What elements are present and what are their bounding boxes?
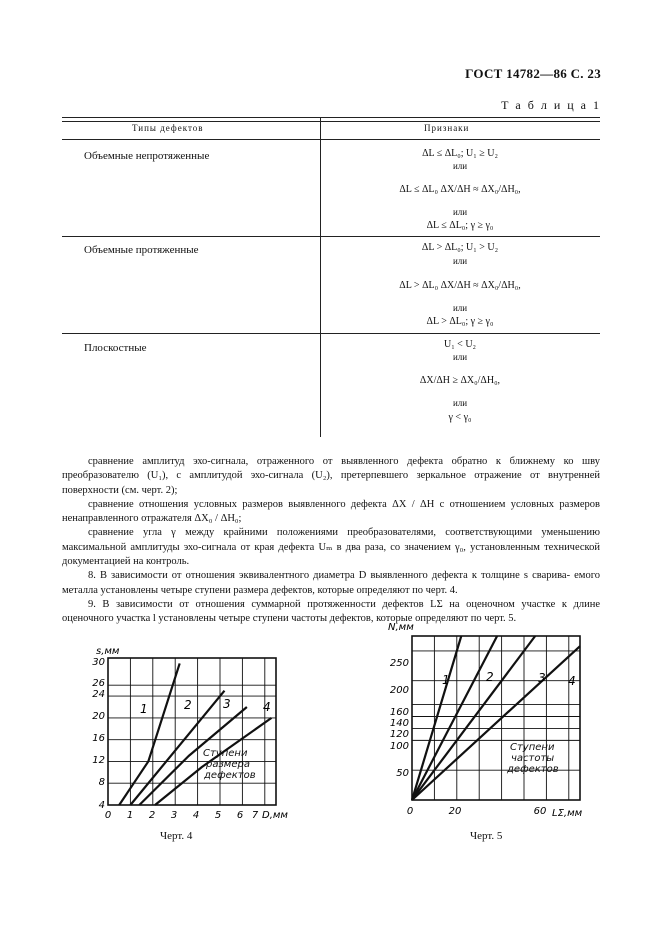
x-tick: 3 xyxy=(170,810,178,821)
sign-line: ΔL ≤ ΔL₀; U₁ ≥ U₂ xyxy=(422,148,498,159)
x-tick: 2 xyxy=(148,810,156,821)
y-tick: 4 xyxy=(98,800,105,811)
x-tick: 4 xyxy=(192,810,200,821)
sign-line: или xyxy=(452,161,468,171)
defect-type: Объемные протяженные xyxy=(84,244,199,256)
paragraph: сравнение отношения условных размеров выявленного дефекта ΔX / ΔH с отношением условных размеров ненаправленного отражателя ΔX₀ / ΔH₀; xyxy=(62,498,600,525)
figure-5-svg xyxy=(380,618,595,828)
table-top-rule-2 xyxy=(62,121,600,122)
y-tick: 16 xyxy=(92,733,105,744)
col-header-signs: Признаки xyxy=(424,123,470,133)
sign-line: или xyxy=(452,207,468,217)
sign-line: ΔL ≤ ΔL₀ ΔX/ΔH ≈ ΔX₀/ΔH₀, xyxy=(399,184,521,195)
sign-line: ΔX/ΔH ≥ ΔX₀/ΔH₀, xyxy=(419,375,501,386)
x-tick: 0 xyxy=(104,810,112,821)
paragraph: сравнение амплитуд эхо-сигнала, отраженного от выявленного дефекта обратно к ближнему ко шву преобразователю (U₁), с амплитудой эхо-сигнала (U₂), претерпевшего зеркальное отражение от внутренней поверхности (см. черт. 2); xyxy=(62,456,600,496)
x-tick: 0 xyxy=(406,806,414,817)
figure-4-ylabel: s,мм xyxy=(96,646,120,657)
col-header-types: Типы дефектов xyxy=(132,123,204,133)
annotation-line: Ступени xyxy=(510,742,555,753)
y-tick: 24 xyxy=(92,689,105,700)
defect-type: Объемные непротяженные xyxy=(84,150,210,162)
curve-label: 4 xyxy=(263,700,271,714)
paragraph: 9. В зависимости от отношения суммарной протяженности дефектов LΣ на оценочном участке к длине оценочного участка l установлены четыре ступени частоты дефектов, которые определяют по черт. 5. xyxy=(62,598,600,625)
body-text xyxy=(62,455,600,627)
y-tick: 160 xyxy=(389,707,409,718)
figure-4-curves xyxy=(119,663,271,805)
y-tick: 50 xyxy=(396,768,409,779)
curve-label: 1 xyxy=(442,673,450,687)
table-caption: Т а б л и ц а 1 xyxy=(501,98,601,112)
y-tick: 250 xyxy=(389,658,409,669)
sign-line: U₁ < U₂ xyxy=(443,339,477,350)
y-tick: 100 xyxy=(389,741,409,752)
y-tick: 120 xyxy=(389,729,409,740)
annotation-line: дефектов xyxy=(204,770,256,781)
figure-5-curve-4 xyxy=(412,646,580,800)
sign-line: ΔL > ΔL₀ ΔX/ΔH ≈ ΔX₀/ΔH₀, xyxy=(399,280,521,291)
curve-label: 2 xyxy=(184,698,192,712)
annotation-line: Ступени xyxy=(203,748,248,759)
x-tick: 7 xyxy=(251,810,259,821)
sign-line: ΔL ≤ ΔL₀; γ ≥ γ₀ xyxy=(426,220,494,231)
paragraph: сравнение угла γ между крайними положениями преобразователями, соответствующими уменьшению максимальной амплитуды эхо-сигнала от края дефекта Uₘ в два раза, со значением γ₀, установленным технической документацией на контроль. xyxy=(62,527,600,568)
x-tick: 5 xyxy=(214,810,222,821)
sign-line: или xyxy=(452,303,468,313)
y-tick: 140 xyxy=(389,718,409,729)
sign-line: или xyxy=(452,352,468,362)
figure-5-caption: Черт. 5 xyxy=(470,830,503,842)
row-rule xyxy=(62,236,600,237)
curve-label: 3 xyxy=(538,671,546,685)
curve-label: 4 xyxy=(568,674,576,688)
y-tick: 200 xyxy=(389,685,409,696)
annotation-line: частоты xyxy=(511,753,555,764)
sign-line: или xyxy=(452,398,468,408)
row-rule xyxy=(62,333,600,334)
y-tick: 8 xyxy=(98,777,105,788)
y-tick: 20 xyxy=(92,711,105,722)
figure-5-curves xyxy=(412,636,580,800)
sign-line: ΔL > ΔL₀; γ ≥ γ₀ xyxy=(426,316,494,327)
x-tick: 60 xyxy=(533,806,547,817)
paragraph: 8. В зависимости от отношения эквивалентного диаметра D выявленного дефекта к толщине s сварива- емого металла установлены четыре ступени размера дефектов, которые определяют по черт. 4. xyxy=(62,570,600,596)
figure-5 xyxy=(380,618,595,828)
sign-line: или xyxy=(452,256,468,266)
sign-line: γ < γ₀ xyxy=(448,412,472,423)
y-tick: 12 xyxy=(92,755,105,766)
figure-5-curve-3 xyxy=(412,636,535,800)
curve-label: 3 xyxy=(223,697,231,711)
figure-4-curve-1 xyxy=(119,663,179,805)
y-tick: 26 xyxy=(92,678,105,689)
figure-5-ylabel: N,мм xyxy=(388,622,414,633)
sign-line: ΔL > ΔL₀; U₁ > U₂ xyxy=(421,242,499,253)
page-header: ГОСТ 14782—86 С. 23 xyxy=(465,66,601,81)
defect-table xyxy=(62,117,600,437)
x-tick: 6 xyxy=(236,810,244,821)
annotation-line: размера xyxy=(206,759,250,770)
curve-label: 2 xyxy=(486,670,494,684)
figure-4-caption: Черт. 4 xyxy=(160,830,193,842)
figure-4 xyxy=(78,640,298,825)
y-tick: 30 xyxy=(92,657,105,668)
curve-label: 1 xyxy=(140,702,148,716)
x-tick: 1 xyxy=(126,810,134,821)
x-tick: 20 xyxy=(448,806,462,817)
table-top-rule xyxy=(62,117,600,118)
figure-5-xlabel: LΣ,мм xyxy=(552,808,583,819)
header-rule xyxy=(62,139,600,140)
figure-4-svg xyxy=(78,640,298,825)
annotation-line: дефектов xyxy=(507,764,559,775)
figure-4-xlabel: D,мм xyxy=(262,810,288,821)
defect-type: Плоскостные xyxy=(84,342,147,354)
